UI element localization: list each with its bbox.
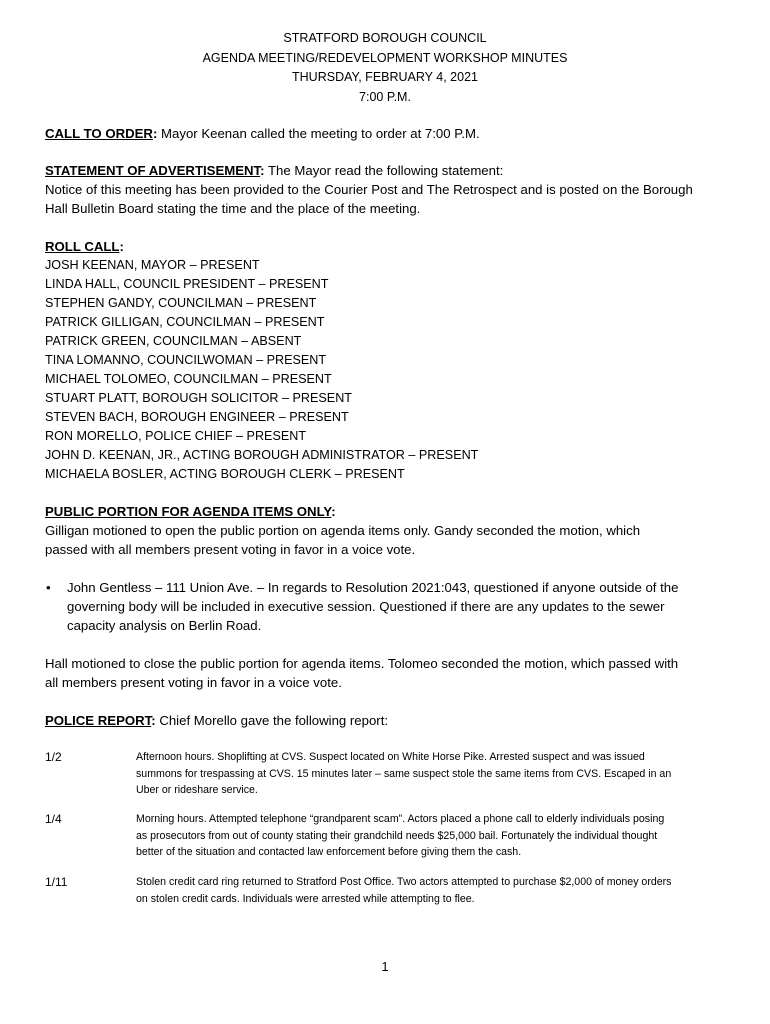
- roll-call-member: STEVEN BACH, BOROUGH ENGINEER – PRESENT: [45, 410, 349, 424]
- public-comment-line: John Gentless – 111 Union Ave. – In regards to Resolution 2021:043, questioned if anyone outside of the: [67, 580, 679, 595]
- roll-call-member: MICHAEL TOLOMEO, COUNCILMAN – PRESENT: [45, 372, 332, 386]
- report-date: 1/4: [45, 812, 62, 826]
- report-text-line: on stolen credit cards. Individuals were arrested while attempting to flee.: [136, 892, 475, 905]
- roll-call-member: JOSH KEENAN, MAYOR – PRESENT: [45, 258, 260, 272]
- report-text-line: Uber or rideshare service.: [136, 784, 258, 796]
- call-to-order-section: CALL TO ORDER: Mayor Keenan called the meeting to order at 7:00 P.M.: [45, 126, 480, 141]
- call-to-order-heading: CALL TO ORDER: [45, 126, 153, 141]
- header-meeting-title: AGENDA MEETING/REDEVELOPMENT WORKSHOP MINUTES: [202, 50, 568, 65]
- roll-call-member: STUART PLATT, BOROUGH SOLICITOR – PRESENT: [45, 391, 352, 405]
- public-comment-item: [45, 578, 735, 635]
- roll-call-member: LINDA HALL, COUNCIL PRESIDENT – PRESENT: [45, 277, 329, 291]
- police-report-heading: POLICE REPORT: [45, 713, 152, 728]
- header-council-name: STRATFORD BOROUGH COUNCIL: [283, 31, 487, 45]
- roll-call-member: MICHAELA BOSLER, ACTING BOROUGH CLERK – PRESENT: [45, 467, 405, 481]
- roll-call-member: PATRICK GREEN, COUNCILMAN – ABSENT: [45, 334, 302, 348]
- advertisement-statement-line: Hall Bulletin Board stating the time and the place of the meeting.: [45, 201, 421, 216]
- roll-call-section: ROLL CALL: JOSH KEENAN, MAYOR – PRESENT LINDA HALL, COUNCIL PRESIDENT – PRESENT STEPHEN GANDY, COUNCILMAN – PRESENT PATRICK GILLIGAN, COUNCILMAN – PRESENT PATRICK GREEN, COUNCILMAN – ABSENT TINA LOMANNO, COUNCILWOMAN – PRESENT MICHAEL TOLOMEO, COUNCILMAN – PRESENT STUART PLATT, BOROUGH SOLICITOR – PRESENT STEVEN BACH, BOROUGH ENGINEER – PRESENT RON MORELLO, POLICE CHIEF – PRESENT JOHN D. KEENAN, JR., ACTING BOROUGH ADMINISTRATOR – PRESENT MICHAELA BOSLER, ACTING BOROUGH CLERK – PRESENT: [45, 237, 735, 484]
- public-portion-close-text: all members present voting in favor in a voice vote.: [45, 675, 342, 690]
- report-text-line: Morning hours. Attempted telephone “grandparent scam”. Actors placed a phone call to elderly individuals posing: [136, 813, 665, 825]
- public-portion-close: [45, 654, 735, 692]
- roll-call-member: RON MORELLO, POLICE CHIEF – PRESENT: [45, 429, 307, 443]
- roll-call-member: PATRICK GILLIGAN, COUNCILMAN – PRESENT: [45, 315, 325, 329]
- report-text-line: Stolen credit card ring returned to Stratford Post Office. Two actors attempted to purchase $2,000 of money orders: [136, 876, 672, 888]
- header-date: THURSDAY, FEBRUARY 4, 2021: [292, 70, 478, 84]
- header-time: 7:00 P.M.: [359, 89, 411, 104]
- report-date: 1/11: [45, 875, 68, 889]
- police-report-intro: Chief Morello gave the following report:: [159, 713, 389, 728]
- call-to-order-text: Mayor Keenan called the meeting to order at 7:00 P.M.: [161, 126, 480, 141]
- roll-call-heading: ROLL CALL: [45, 239, 120, 254]
- police-report-section: POLICE REPORT: Chief Morello gave the following report:: [45, 713, 389, 728]
- report-text-line: better of the situation and contacted law enforcement before giving them the cash.: [136, 846, 522, 858]
- advertisement-statement-line: Notice of this meeting has been provided to the Courier Post and The Retrospect and is posted on the Borough: [45, 182, 693, 197]
- report-text-line: summons for trespassing at CVS. 15 minutes later – same suspect stole the same items from CVS. Escaped in an: [136, 767, 672, 780]
- public-comment-line: capacity analysis on Berlin Road.: [67, 618, 262, 633]
- public-comment-line: governing body will be included in executive session. Questioned if there are any updates to the sewer: [67, 599, 665, 614]
- report-date: 1/2: [45, 750, 62, 764]
- roll-call-member: STEPHEN GANDY, COUNCILMAN – PRESENT: [45, 296, 317, 310]
- advertisement-section: STATEMENT OF ADVERTISEMENT: The Mayor read the following statement: Notice of this meeting has been provided to the Courier Post and The Retrospect and is posted on the Borough Hall Bulletin Board stating the time and the place of the meeting.: [45, 161, 735, 218]
- public-portion-heading: PUBLIC PORTION FOR AGENDA ITEMS ONLY: [45, 504, 332, 519]
- public-portion-open-text: Gilligan motioned to open the public portion on agenda items only. Gandy seconded the motion, which: [45, 523, 641, 538]
- public-portion-section: PUBLIC PORTION FOR AGENDA ITEMS ONLY: Gilligan motioned to open the public portion on agenda items only. Gandy seconded the motion, which passed with all members present voting in favor in a voice vote.: [45, 502, 735, 559]
- advertisement-heading: STATEMENT OF ADVERTISEMENT: [45, 163, 261, 178]
- bullet-icon: •: [46, 580, 51, 595]
- public-portion-open-text: passed with all members present voting in favor in a voice vote.: [45, 542, 416, 557]
- report-text-line: as prosecutors from out of county stating their grandchild needs $25,000 bail. Fortunately the individual thought: [136, 829, 658, 842]
- roll-call-member: TINA LOMANNO, COUNCILWOMAN – PRESENT: [45, 353, 327, 367]
- advertisement-intro: The Mayor read the following statement:: [268, 163, 504, 178]
- report-text-line: Afternoon hours. Shoplifting at CVS. Suspect located on White Horse Pike. Arrested suspect and was issued: [136, 751, 645, 763]
- roll-call-member: JOHN D. KEENAN, JR., ACTING BOROUGH ADMINISTRATOR – PRESENT: [45, 448, 479, 462]
- public-portion-close-text: Hall motioned to close the public portion for agenda items. Tolomeo seconded the motion, which passed with: [45, 656, 679, 671]
- page-number: 1: [381, 959, 389, 974]
- document-header: [0, 29, 770, 107]
